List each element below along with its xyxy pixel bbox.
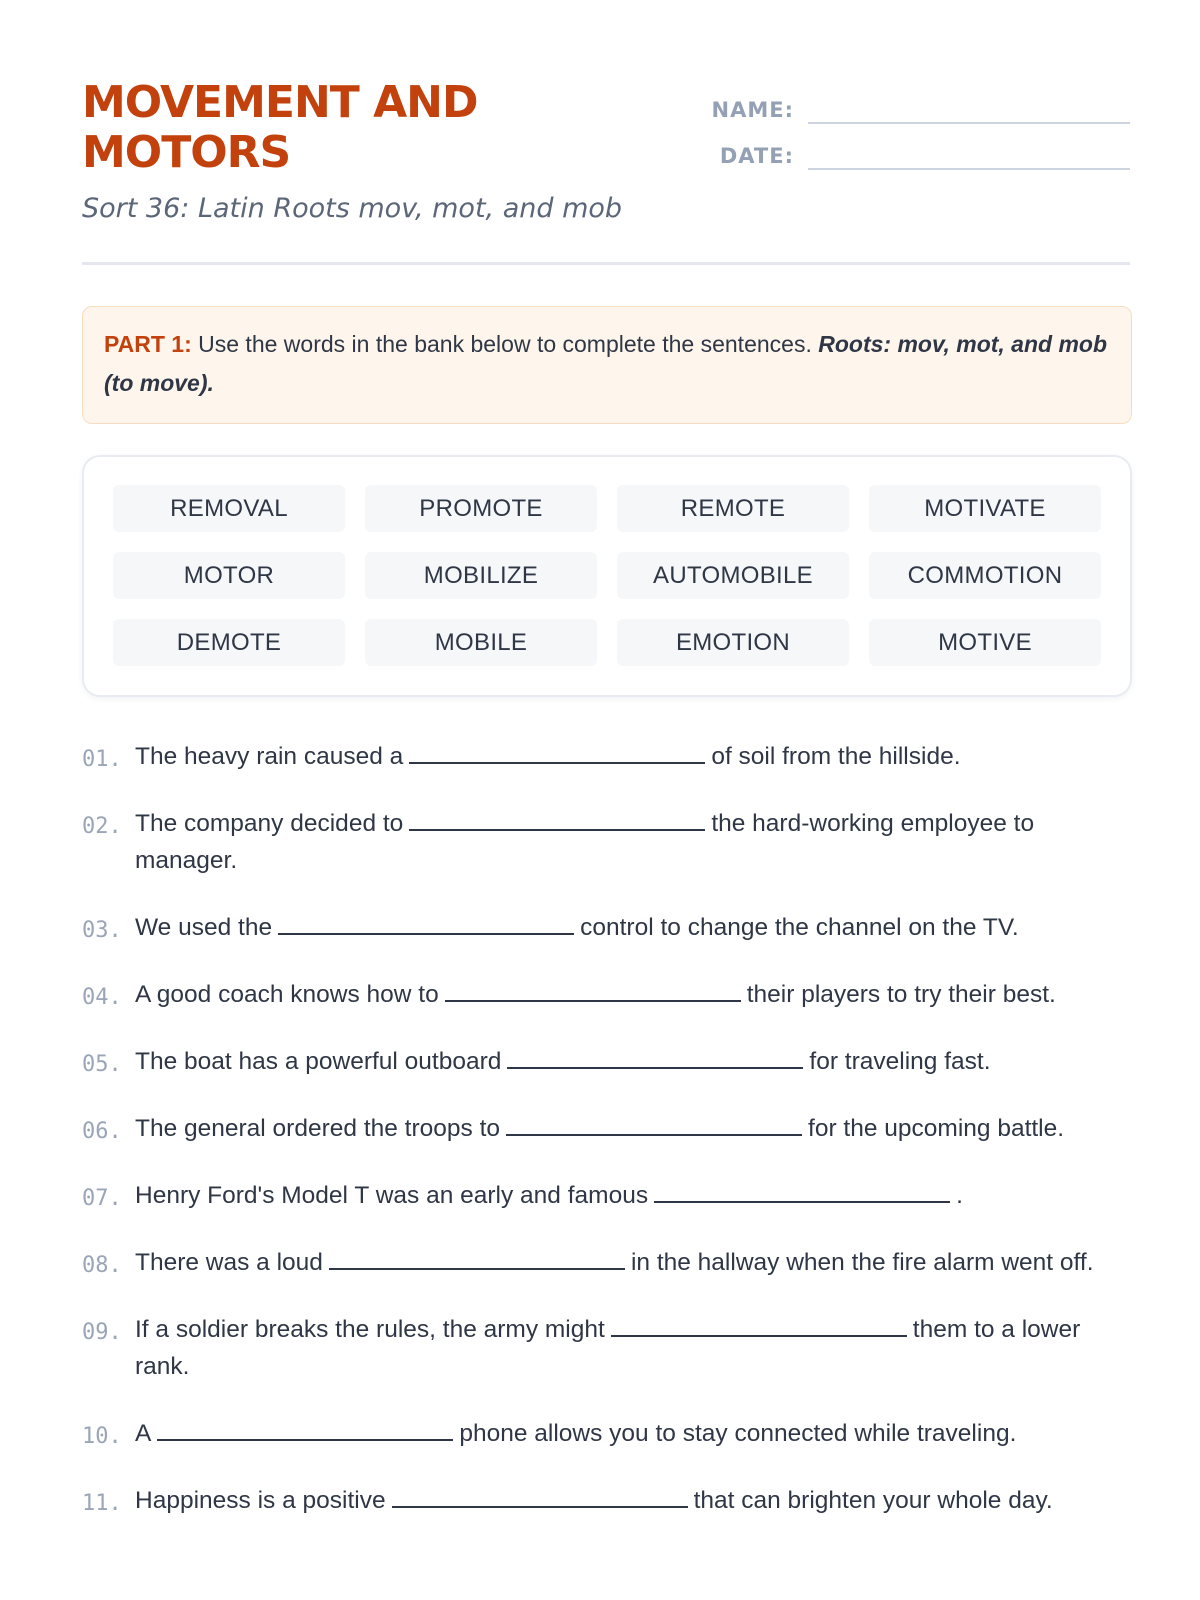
- answer-blank[interactable]: [445, 978, 741, 1002]
- question-item: [82, 909, 1132, 946]
- question-number: 05.: [82, 1052, 122, 1077]
- answer-blank[interactable]: [278, 911, 574, 935]
- question-item: [82, 1043, 1132, 1080]
- date-field[interactable]: [808, 140, 1130, 170]
- question-list: [82, 738, 1132, 1549]
- question-text-before: There was a loud: [135, 1249, 323, 1276]
- word-bank-item: MOTIVATE: [869, 485, 1101, 532]
- answer-blank[interactable]: [409, 807, 705, 831]
- question-number: 04.: [82, 985, 122, 1010]
- question-number: 11.: [82, 1491, 122, 1516]
- word-bank-item: REMOVAL: [113, 485, 345, 532]
- question-text-before: The company decided to: [135, 810, 404, 837]
- part-label: PART 1:: [104, 331, 192, 357]
- question-text-after: for the upcoming battle.: [808, 1115, 1065, 1142]
- question-text-after: control to change the channel on the TV.: [580, 914, 1019, 941]
- roots-note: Roots: mov, mot, and mob (to move).: [104, 331, 1108, 396]
- word-bank-grid: [113, 485, 1101, 666]
- word-bank: [82, 455, 1132, 697]
- date-label: DATE:: [719, 144, 794, 168]
- question-text-before: We used the: [135, 914, 273, 941]
- answer-blank[interactable]: [392, 1484, 688, 1508]
- answer-blank[interactable]: [611, 1313, 907, 1337]
- word-bank-item: DEMOTE: [113, 619, 345, 666]
- question-item: [82, 1311, 1132, 1385]
- word-bank-item: REMOTE: [617, 485, 849, 532]
- question-text-before: If a soldier breaks the rules, the army might: [135, 1316, 605, 1343]
- question-number: 02.: [82, 814, 122, 839]
- answer-blank[interactable]: [329, 1246, 625, 1270]
- worksheet-page: [82, 78, 1130, 238]
- answer-blank[interactable]: [409, 740, 705, 764]
- question-text-before: Henry Ford's Model T was an early and famous: [135, 1182, 649, 1209]
- question-item: [82, 1482, 1132, 1519]
- question-text-after: them to a lower rank.: [135, 1316, 1081, 1380]
- question-text-after: their players to try their best.: [746, 981, 1056, 1008]
- question-number: 10.: [82, 1424, 122, 1449]
- question-item: [82, 1110, 1132, 1147]
- instructions-text: Use the words in the bank below to complete the sentences.: [198, 331, 812, 357]
- question-text-before: A: [135, 1420, 152, 1447]
- question-item: [82, 1244, 1132, 1281]
- question-text-before: The heavy rain caused a: [135, 743, 404, 770]
- word-bank-item: MOBILIZE: [365, 552, 597, 599]
- question-text-after: for traveling fast.: [809, 1048, 991, 1075]
- page-title: MOVEMENT AND MOTORS: [82, 77, 478, 178]
- answer-blank[interactable]: [654, 1179, 950, 1203]
- question-number: 06.: [82, 1119, 122, 1144]
- name-label: NAME:: [711, 98, 794, 122]
- answer-blank[interactable]: [506, 1112, 802, 1136]
- question-item: [82, 738, 1132, 775]
- word-bank-item: COMMOTION: [869, 552, 1101, 599]
- answer-blank[interactable]: [507, 1045, 803, 1069]
- header-divider: [82, 262, 1130, 265]
- question-text-after: phone allows you to stay connected while traveling.: [459, 1420, 1017, 1447]
- question-item: [82, 1177, 1132, 1214]
- instructions-box: [82, 306, 1132, 424]
- worksheet-header: [82, 78, 1130, 238]
- question-text-after: that can brighten your whole day.: [693, 1487, 1053, 1514]
- student-info: [712, 78, 1130, 170]
- word-bank-item: EMOTION: [617, 619, 849, 666]
- question-text-after: in the hallway when the fire alarm went off.: [630, 1249, 1094, 1276]
- question-item: [82, 976, 1132, 1013]
- question-number: 03.: [82, 918, 122, 943]
- question-text-before: The general ordered the troops to: [135, 1115, 501, 1142]
- question-number: 09.: [82, 1320, 122, 1345]
- question-text-before: Happiness is a positive: [135, 1487, 386, 1514]
- question-text-before: The boat has a powerful outboard: [135, 1048, 502, 1075]
- word-bank-item: AUTOMOBILE: [617, 552, 849, 599]
- question-number: 01.: [82, 747, 122, 772]
- question-number: 08.: [82, 1253, 122, 1278]
- question-text-after: of soil from the hillside.: [711, 743, 961, 770]
- question-item: [82, 805, 1132, 879]
- question-text-before: A good coach knows how to: [135, 981, 439, 1008]
- word-bank-item: PROMOTE: [365, 485, 597, 532]
- word-bank-item: MOTIVE: [869, 619, 1101, 666]
- question-text-after: .: [956, 1182, 963, 1209]
- answer-blank[interactable]: [157, 1417, 453, 1441]
- word-bank-item: MOTOR: [113, 552, 345, 599]
- name-row: [712, 78, 1130, 124]
- date-row: [712, 124, 1130, 170]
- name-field[interactable]: [808, 94, 1130, 124]
- question-item: [82, 1415, 1132, 1452]
- page-subtitle: Sort 36: Latin Roots mov, mot, and mob: [82, 193, 623, 224]
- word-bank-item: MOBILE: [365, 619, 597, 666]
- question-text-after: the hard-working employee to manager.: [135, 810, 1035, 874]
- question-number: 07.: [82, 1186, 122, 1211]
